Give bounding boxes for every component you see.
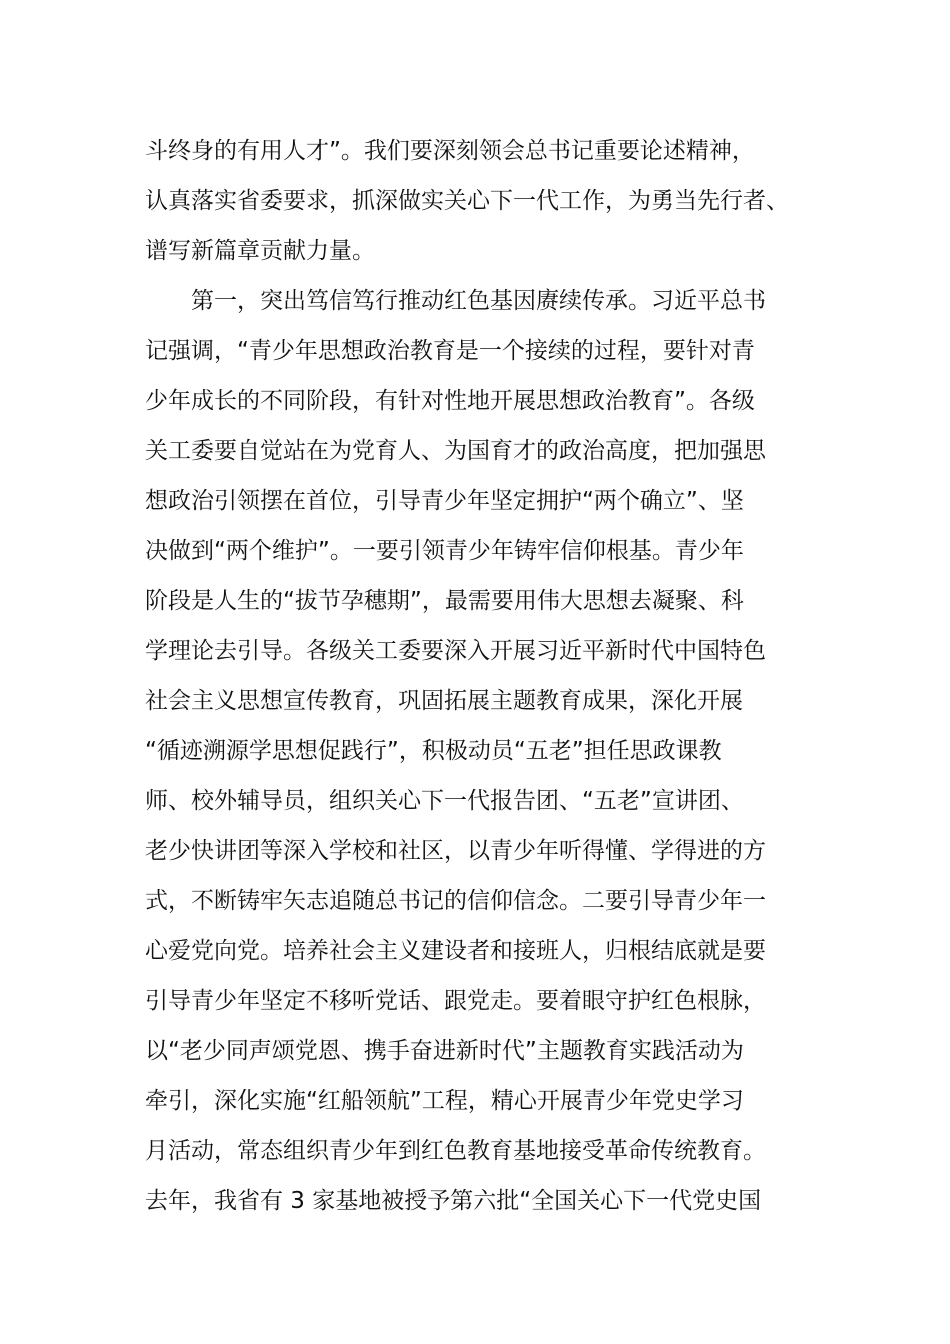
text-line: 第一，突出笃信笃行推动红色基因赓续传承。习近平总书 — [145, 288, 766, 314]
text-line: 以“老少同声颂党恩、携手奋进新时代”主题教育实践活动为 — [145, 1038, 744, 1064]
text-line: 心爱党向党。培养社会主义建设者和接班人，归根结底就是要 — [145, 938, 766, 964]
text-line: “循迹溯源学思想促践行”，积极动员“五老”担任思政课教 — [145, 738, 722, 764]
text-line: 记强调，“青少年思想政治教育是一个接续的过程，要针对青 — [145, 338, 755, 364]
text-line: 月活动，常态组织青少年到红色教育基地接受革命传统教育。 — [145, 1138, 766, 1164]
text-line: 少年成长的不同阶段，有针对性地开展思想政治教育”。各级 — [145, 388, 755, 414]
text-line: 认真落实省委要求，抓深做实关心下一代工作，为勇当先行者、 — [145, 188, 789, 214]
text-line: 学理论去引导。各级关工委要深入开展习近平新时代中国特色 — [145, 638, 766, 664]
text-line: 谱写新篇章贡献力量。 — [145, 238, 375, 264]
text-line: 牵引，深化实施“红船领航”工程，精心开展青少年党史学习 — [145, 1088, 744, 1114]
body-text — [145, 126, 815, 1226]
text-line: 社会主义思想宣传教育，巩固拓展主题教育成果，深化开展 — [145, 688, 743, 714]
text-line: 老少快讲团等深入学校和社区，以青少年听得懂、学得进的方 — [145, 838, 766, 864]
text-line: 去年，我省有 3 家基地被授予第六批“全国关心下一代党史国 — [145, 1188, 762, 1214]
text-line: 关工委要自觉站在为党育人、为国育才的政治高度，把加强思 — [145, 438, 766, 464]
text-line: 引导青少年坚定不移听党话、跟党走。要着眼守护红色根脉， — [145, 988, 766, 1014]
text-line: 阶段是人生的“拔节孕穗期”，最需要用伟大思想去凝聚、科 — [145, 588, 744, 614]
text-line: 斗终身的有用人才”。我们要深刻领会总书记重要论述精神， — [145, 138, 755, 164]
text-line: 决做到“两个维护”。一要引领青少年铸牢信仰根基。青少年 — [145, 538, 744, 564]
text-line: 想政治引领摆在首位，引导青少年坚定拥护“两个确立”、坚 — [145, 488, 744, 514]
text-line: 式，不断铸牢矢志追随总书记的信仰信念。二要引导青少年一 — [145, 888, 766, 914]
text-line: 师、校外辅导员，组织关心下一代报告团、“五老”宣讲团、 — [145, 788, 744, 814]
